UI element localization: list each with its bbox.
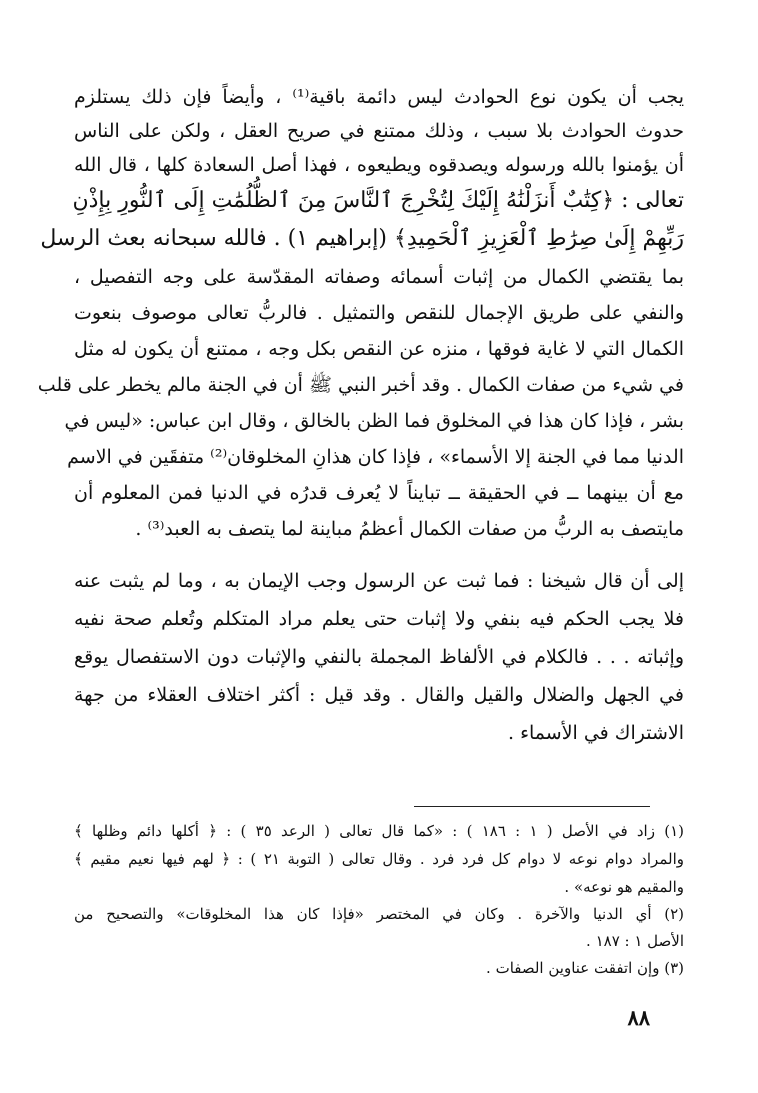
body-line: الاشتراك في الأسماء .: [507, 722, 684, 744]
footnote-line: (٣) وإن اتفقت عناوين الصفات .: [486, 959, 684, 977]
footnote-line: والمراد دوام نوعه لا دوام كل فرد فرد . وقال تعالى ( التوبة ٢١ ) : ﴿ لهم فيها نعيم مقيم ﴾: [74, 850, 684, 868]
body-line: بما يقتضي الكمال من إثبات أسمائه وصفاته المقدّسة على وجه التفصيل ،: [74, 266, 684, 288]
footnote-line: (٢) أي الدنيا والآخرة . وكان في المختصر «فإذا كان هذا المخلوقات» والتصحيح من: [74, 905, 684, 923]
footnote-separator: [414, 806, 650, 807]
footnote-line: (١) زاد في الأصل ( ١ : ١٨٦ ) : «كما قال تعالى ( الرعد ٣٥ ) : ﴿ أكلها دائم وظلها ﴾: [74, 822, 685, 840]
body-line: بشر ، فإذا كان هذا في المخلوق فما الظن بالخالق ، وقال ابن عباس: «ليس في: [64, 410, 684, 432]
body-line: والنفي على طريق الإجمال للنقص والتمثيل . فالربُّ تعالى موصوف بنعوت: [74, 302, 684, 324]
footnote-line: والمقيم هو نوعه» .: [564, 878, 684, 896]
body-line: الكمال التي لا غاية فوقها ، منزه عن النقص بكل وجه ، ممتنع أن يكون له مثل: [74, 338, 684, 360]
quran-verse-line: رَبِّهِمْ إِلَىٰ صِرَٰطِ ٱلْعَزِيزِ ٱلْحَمِيدِ﴾ (إبراهيم ١) . فالله سبحانه بعث الرسل: [40, 226, 684, 251]
body-line: وإثباته . . . فالكلام في الألفاظ المجملة بالنفي والإثبات دون الاستفصال يوقع: [74, 646, 684, 668]
body-line: الدنيا مما في الجنة إلا الأسماء» ، فإذا كان هذانِ المخلوقان⁽²⁾ متفقَين في الاسم: [67, 446, 684, 468]
page-number: ٨٨: [627, 1005, 650, 1030]
body-line: إلى أن قال شيخنا : فما ثبت عن الرسول وجب الإيمان به ، وما لم يثبت عنه: [74, 570, 684, 592]
body-line: مع أن بينهما ــ في الحقيقة ــ تبايناً لا يُعرف قدرُه في الدنيا فمن المعلوم أن: [74, 482, 684, 504]
body-line: فلا يجب الحكم فيه بنفي ولا إثبات حتى يعلم مراد المتكلم وتُعلم صحة نفيه: [74, 608, 684, 630]
body-line: في شيء من صفات الكمال . وقد أخبر النبي ﷺ أن في الجنة مالم يخطر على قلب: [37, 374, 684, 396]
quran-verse-line: تعالى : ﴿كِتَٰبٌ أَنزَلْنَٰهُ إِلَيْكَ لِتُخْرِجَ ٱلنَّاسَ مِنَ ٱلظُّلُمَٰتِ إِلَى ٱلنُّورِ بِإِذْنِ: [72, 188, 684, 213]
body-line: حدوث الحوادث بلا سبب ، وذلك ممتنع في صريح العقل ، ولكن على الناس: [74, 120, 684, 142]
body-line: أن يؤمنوا بالله ورسوله ويصدقوه ويطيعوه ، فهذا أصل السعادة كلها ، قال الله: [74, 154, 684, 176]
body-line: في الجهل والضلال والقيل والقال . وقد قيل : أكثر اختلاف العقلاء من جهة: [74, 684, 684, 706]
body-line: مايتصف به الربُّ من صفات الكمال أعظمُ مباينة لما يتصف به العبد⁽³⁾ .: [135, 518, 684, 540]
footnote-line: الأصل ١ : ١٨٧ .: [586, 932, 684, 950]
body-line: يجب أن يكون نوع الحوادث ليس دائمة باقية⁽¹⁾ ، وأيضاً فإن ذلك يستلزم: [74, 86, 684, 108]
